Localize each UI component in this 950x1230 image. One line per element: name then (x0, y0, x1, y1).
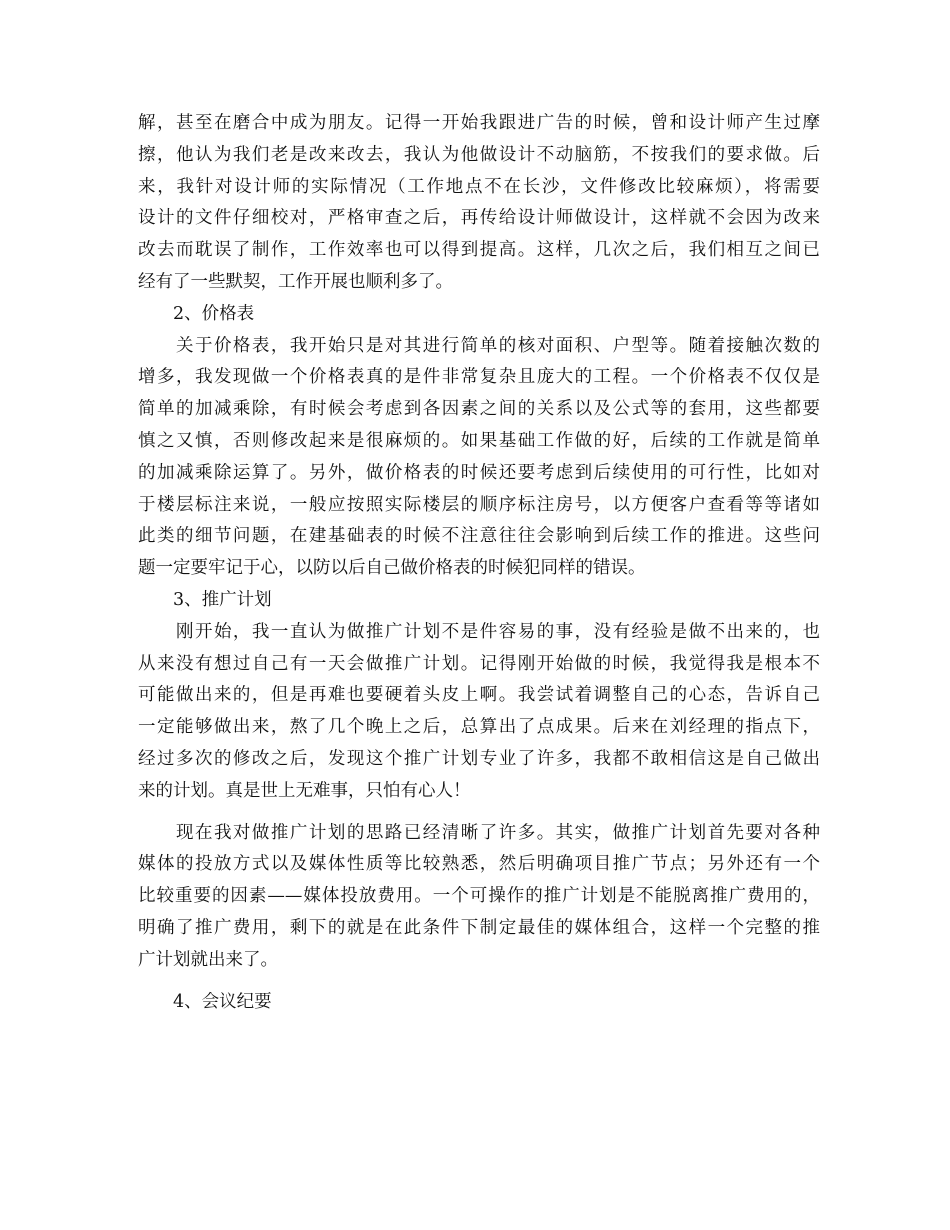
text-line: 此类的细节问题，在建基础表的时候不注意往往会影响到后续工作的推进。这些问 (138, 526, 820, 547)
text-line: 从来没有想过自己有一天会做推广计划。记得刚开始做的时候，我觉得我是根本不 (138, 653, 820, 674)
document-body (138, 108, 820, 1018)
heading-text: 3、推广计划 (138, 589, 272, 610)
section-heading-price-list (138, 299, 820, 331)
text-line: 慎之又慎，否则修改起来是很麻烦的。如果基础工作做的好，后续的工作就是简单 (138, 430, 820, 451)
text-line: 来，我针对设计师的实际情况（工作地点不在长沙，文件修改比较麻烦），将需要 (138, 176, 820, 197)
paragraph-spacing (138, 977, 820, 987)
text-line: 增多，我发现做一个价格表真的是件非常复杂且庞大的工程。一个价格表不仅仅是 (138, 367, 820, 388)
text-line: 于楼层标注来说，一般应按照实际楼层的顺序标注房号，以方便客户查看等等诸如 (138, 494, 820, 515)
heading-text: 4、会议纪要 (138, 991, 272, 1012)
text-line: 经有了一些默契，工作开展也顺利多了。 (138, 271, 453, 292)
text-line: 设计的文件仔细校对，严格审查之后，再传给设计师做设计，这样就不会因为改来 (138, 208, 820, 229)
text-line: 刚开始，我一直认为做推广计划不是件容易的事，没有经验是做不出来的，也 (138, 621, 820, 642)
text-line: 来的计划。真是世上无难事，只怕有心人！ (138, 780, 471, 801)
text-line: 题一定要牢记于心，以防以后自己做价格表的时候犯同样的错误。 (138, 558, 646, 579)
text-line: 擦，他认为我们老是改来改去，我认为他做设计不动脑筋，不按我们的要求做。后 (138, 144, 820, 165)
text-line: 的加减乘除运算了。另外，做价格表的时候还要考虑到后续使用的可行性，比如对 (138, 462, 820, 483)
paragraph-price-list (138, 331, 820, 585)
text-line: 媒体的投放方式以及媒体性质等比较熟悉，然后明确项目推广节点；另外还有一个 (138, 854, 820, 875)
text-line: 明确了推广费用，剩下的就是在此条件下制定最佳的媒体组合，这样一个完整的推 (138, 917, 820, 938)
paragraph-spacing (138, 808, 820, 818)
paragraph-designer-collaboration (138, 108, 820, 299)
section-heading-meeting-minutes (138, 987, 820, 1019)
text-line: 现在我对做推广计划的思路已经清晰了许多。其实，做推广计划首先要对各种 (138, 822, 820, 843)
text-line: 解，甚至在磨合中成为朋友。记得一开始我跟进广告的时候，曾和设计师产生过摩 (138, 113, 820, 133)
text-line: 简单的加减乘除，有时候会考虑到各因素之间的关系以及公式等的套用，这些都要 (138, 399, 820, 420)
paragraph-promotion-plan-now (138, 818, 820, 977)
text-line: 改去而耽误了制作，工作效率也可以得到提高。这样，几次之后，我们相互之间已 (138, 240, 820, 261)
text-line: 经过多次的修改之后，发现这个推广计划专业了许多，我都不敢相信这是自己做出 (138, 748, 820, 769)
text-line: 关于价格表，我开始只是对其进行简单的核对面积、户型等。随着接触次数的 (138, 335, 820, 356)
text-line: 广计划就出来了。 (138, 949, 278, 970)
text-line: 可能做出来的，但是再难也要硬着头皮上啊。我尝试着调整自己的心态，告诉自己 (138, 685, 820, 706)
text-line: 一定能够做出来，熬了几个晚上之后，总算出了点成果。后来在刘经理的指点下， (138, 717, 820, 738)
section-heading-promotion-plan (138, 585, 820, 617)
heading-text: 2、价格表 (138, 303, 255, 324)
paragraph-promotion-plan-start (138, 617, 820, 808)
text-line: 比较重要的因素——媒体投放费用。一个可操作的推广计划是不能脱离推广费用的， (138, 886, 820, 907)
